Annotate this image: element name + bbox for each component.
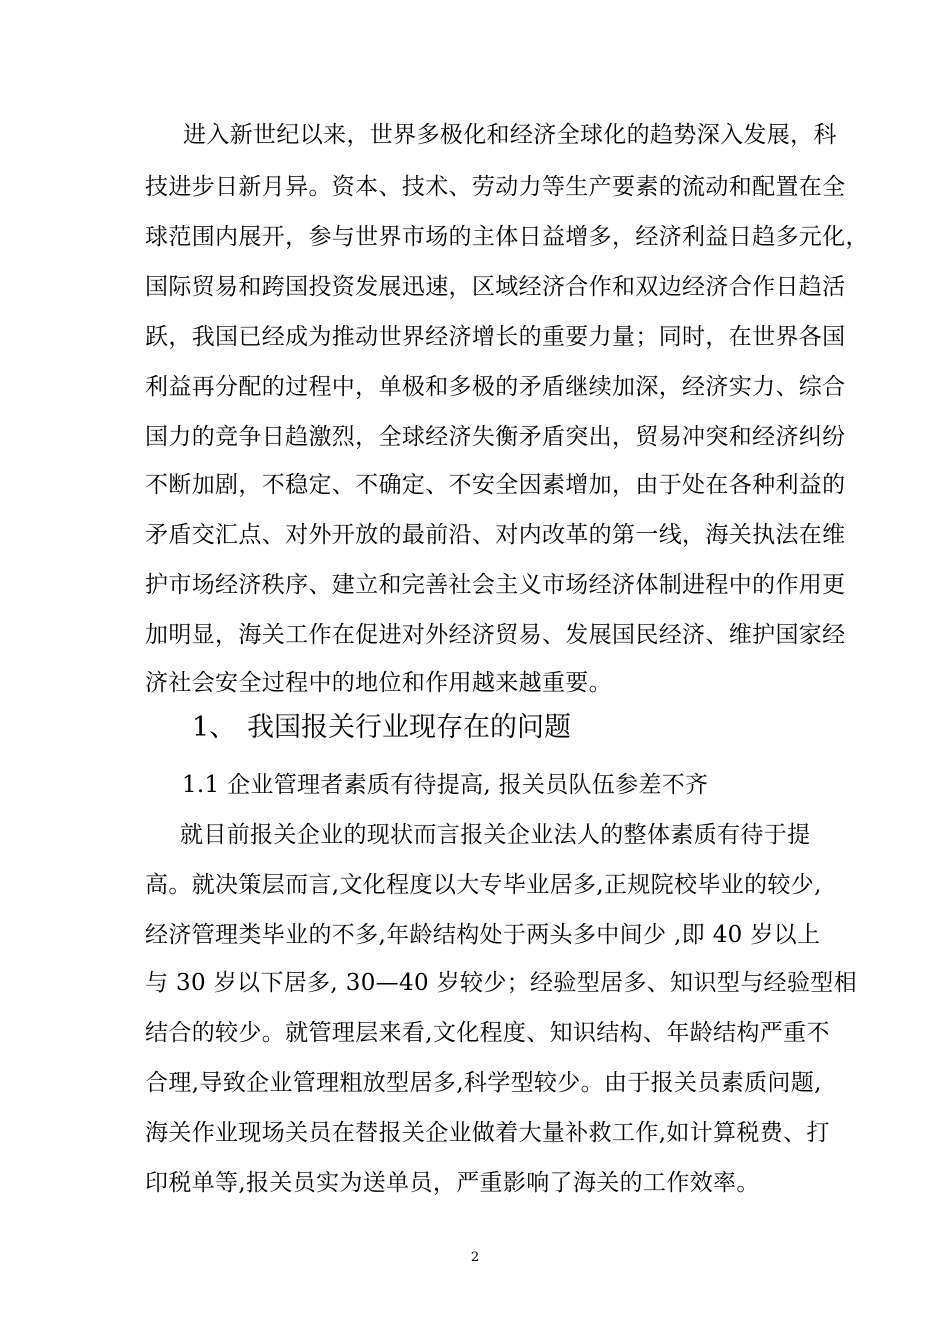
paragraph-line: 海关作业现场关员在替报关企业做着大量补救工作,如计算税费、打 <box>145 1120 830 1146</box>
paragraph-line: 经济管理类毕业的不多,年龄结构处于两头多中间少 ,即 40 岁以上 <box>145 922 821 948</box>
paragraph-line: 护市场经济秩序、建立和完善社会主义市场经济体制进程中的作用更 <box>145 572 846 598</box>
section-number: 1、 <box>192 712 237 743</box>
paragraph-line: 高。就决策层而言,文化程度以大专毕业居多,正规院校毕业的较少, <box>145 872 822 898</box>
paragraph-line: 结合的较少。就管理层来看,文化程度、知识结构、年龄结构严重不 <box>145 1020 830 1046</box>
paragraph-line: 国际贸易和跨国投资发展迅速，区域经济合作和双边经济合作日趋活 <box>145 274 846 300</box>
paragraph-line: 合理,导致企业管理粗放型居多,科学型较少。由于报关员素质问题, <box>145 1070 822 1096</box>
section-title: 我国报关行业现存在的问题 <box>247 712 571 743</box>
paragraph-line: 矛盾交汇点、对外开放的最前沿、对内改革的第一线，海关执法在维 <box>145 522 846 548</box>
paragraph-line: 进入新世纪以来，世界多极化和经济全球化的趋势深入发展，科 <box>183 122 837 148</box>
paragraph-line: 不断加剧，不稳定、不确定、不安全因素增加，由于处在各种利益的 <box>145 472 846 498</box>
page-number: 2 <box>470 1250 480 1265</box>
paragraph-line: 印税单等,报关员实为送单员，严重影响了海关的工作效率。 <box>145 1170 760 1196</box>
paragraph-line: 就目前报关企业的现状而言报关企业法人的整体素质有待于提 <box>180 822 811 848</box>
paragraph-line: 与 30 岁以下居多, 30—40 岁较少；经验型居多、知识型与经验型相 <box>145 970 857 996</box>
paragraph-line: 跃，我国已经成为推动世界经济增长的重要力量；同时，在世界各国 <box>145 324 846 350</box>
paragraph-line: 加明显，海关工作在促进对外经济贸易、发展国民经济、维护国家经 <box>145 622 846 648</box>
paragraph-line: 济社会安全过程中的地位和作用越来越重要。 <box>145 670 612 696</box>
paragraph-line: 国力的竞争日趋激烈，全球经济失衡矛盾突出，贸易冲突和经济纠纷 <box>145 424 846 450</box>
paragraph-line: 球范围内展开，参与世界市场的主体日益增多，经济利益日趋多元化， <box>145 224 869 250</box>
paragraph-line: 利益再分配的过程中，单极和多极的矛盾继续加深，经济实力、综合 <box>145 374 846 400</box>
subsection-heading: 1.1 企业管理者素质有待提高, 报关员队伍参差不齐 <box>182 772 709 798</box>
paragraph-line: 技进步日新月异。资本、技术、劳动力等生产要素的流动和配置在全 <box>145 174 846 200</box>
section-heading <box>192 710 571 746</box>
